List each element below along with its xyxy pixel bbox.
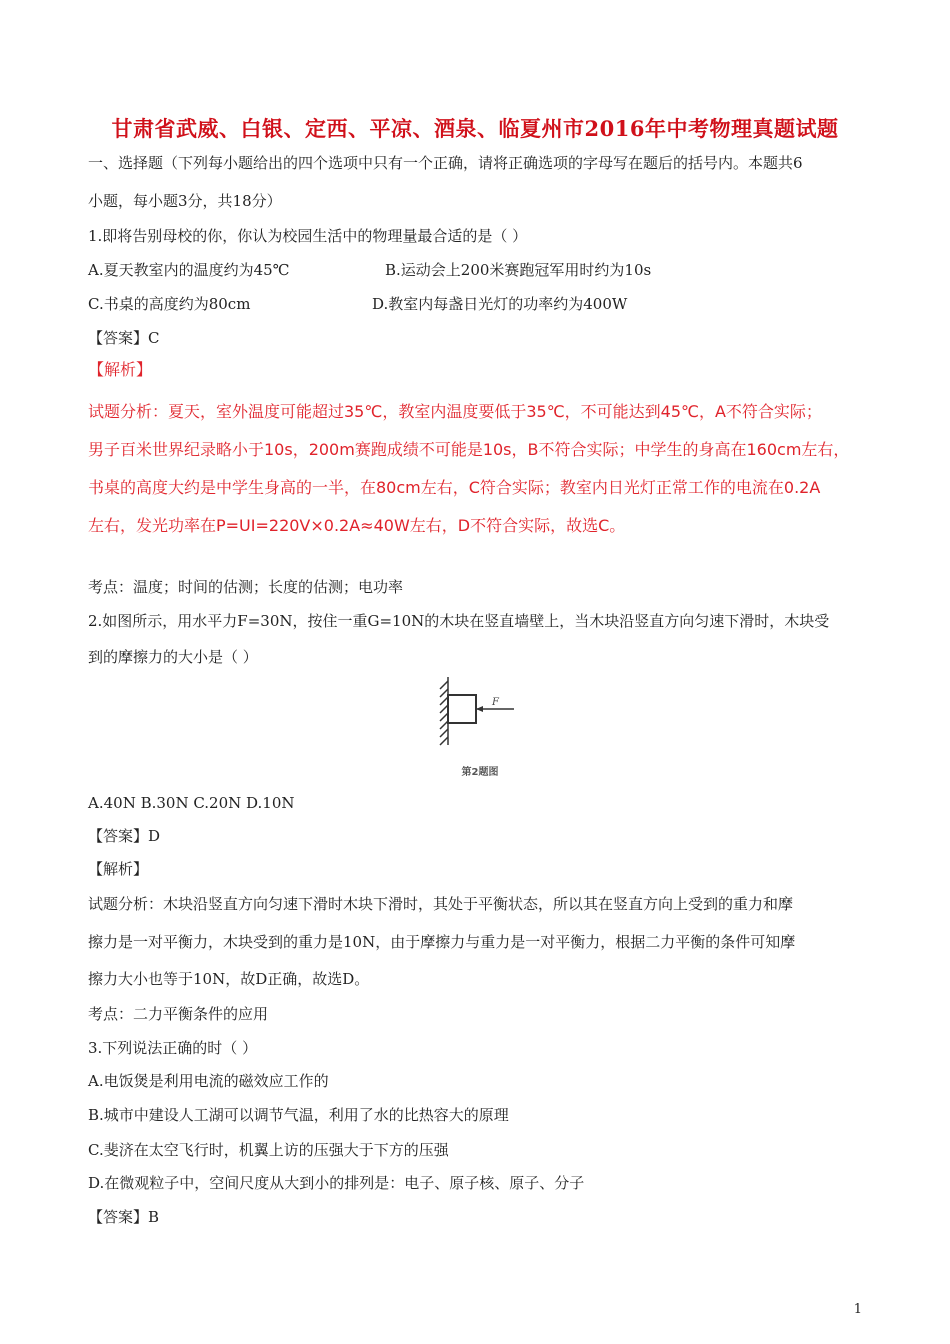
q2-options: A.40N B.30N C.20N D.10N (88, 794, 295, 812)
q2-figure (430, 675, 530, 785)
q2-answer: 【答案】D (88, 827, 161, 845)
q2-analysis-tag: 【解析】 (88, 860, 149, 878)
q3-option-c: C.斐济在太空飞行时，机翼上访的压强大于下方的压强 (88, 1141, 449, 1159)
q1-option-d: D.教室内每盏日光灯的功率约为400W (372, 295, 628, 313)
q1-analysis-line4: 左右，发光功率在P=UI=220V×0.2A≈40W左右，D不符合实际，故选C。 (88, 516, 626, 535)
section-heading-line1: 一、选择题（下列每小题给出的四个选项中只有一个正确，请将正确选项的字母写在题后的括号内。本题共6 (88, 154, 803, 172)
q2-stem-line1: 2.如图所示，用水平力F=30N，按住一重G=10N的木块在竖直墙壁上，当木块沿竖直方向匀速下滑时，木块受 (88, 612, 830, 630)
q1-option-c: C.书桌的高度约为80cm (88, 295, 251, 313)
force-label: F (492, 697, 499, 708)
q1-analysis-line2: 男子百米世界纪录略小于10s，200m赛跑成绩不可能是10s，B不符合实际；中学生的身高在160cm左右， (88, 440, 850, 459)
q2-analysis-line1: 试题分析：木块沿竖直方向匀速下滑时木块下滑时，其处于平衡状态，所以其在竖直方向上受到的重力和摩 (88, 895, 794, 913)
q3-option-d: D.在微观粒子中，空间尺度从大到小的排列是：电子、原子核、原子、分子 (88, 1174, 585, 1192)
section-heading-line2: 小题，每小题3分，共18分） (88, 192, 282, 210)
q1-answer: 【答案】C (88, 329, 160, 347)
force-arrowhead (476, 706, 483, 712)
q1-analysis-tag: 【解析】 (88, 360, 153, 379)
q1-analysis-line3: 书桌的高度大约是中学生身高的一半，在80cm左右，C符合实际；教室内日光灯正常工作的电流在0.2A (88, 478, 821, 497)
q1-kaodian: 考点：温度；时间的估测；长度的估测；电功率 (88, 578, 404, 596)
q1-option-a: A.夏天教室内的温度约为45℃ (88, 261, 290, 279)
q2-analysis-line2: 擦力是一对平衡力，木块受到的重力是10N，由于摩擦力与重力是一对平衡力，根据二力平衡的条件可知摩 (88, 933, 796, 951)
q3-stem: 3.下列说法正确的时（ ） (88, 1039, 258, 1057)
wood-block (448, 695, 476, 723)
q1-option-b: B.运动会上200米赛跑冠军用时约为10s (385, 261, 652, 279)
wall-hatching (440, 677, 448, 745)
q3-answer: 【答案】B (88, 1208, 160, 1226)
q2-kaodian: 考点：二力平衡条件的应用 (88, 1005, 269, 1023)
page-number: 1 (853, 1302, 862, 1317)
figure-caption: 第2题图 (461, 767, 499, 778)
q3-option-a: A.电饭煲是利用电流的磁效应工作的 (88, 1072, 329, 1090)
q1-stem: 1.即将告别母校的你，你认为校园生活中的物理量最合适的是（ ） (88, 227, 528, 245)
q3-option-b: B.城市中建设人工湖可以调节气温，利用了水的比热容大的原理 (88, 1106, 509, 1124)
q1-analysis-line1: 试题分析：夏天，室外温度可能超过35℃，教室内温度要低于35℃，不可能达到45℃，A不符合实际； (88, 402, 822, 421)
q2-analysis-line3: 擦力大小也等于10N，故D正确，故选D。 (88, 970, 370, 988)
document-title: 甘肃省武威、白银、定西、平凉、酒泉、临夏州市2016年中考物理真题试题 (111, 116, 839, 141)
q2-stem-line2: 到的摩擦力的大小是（ ） (88, 648, 258, 666)
